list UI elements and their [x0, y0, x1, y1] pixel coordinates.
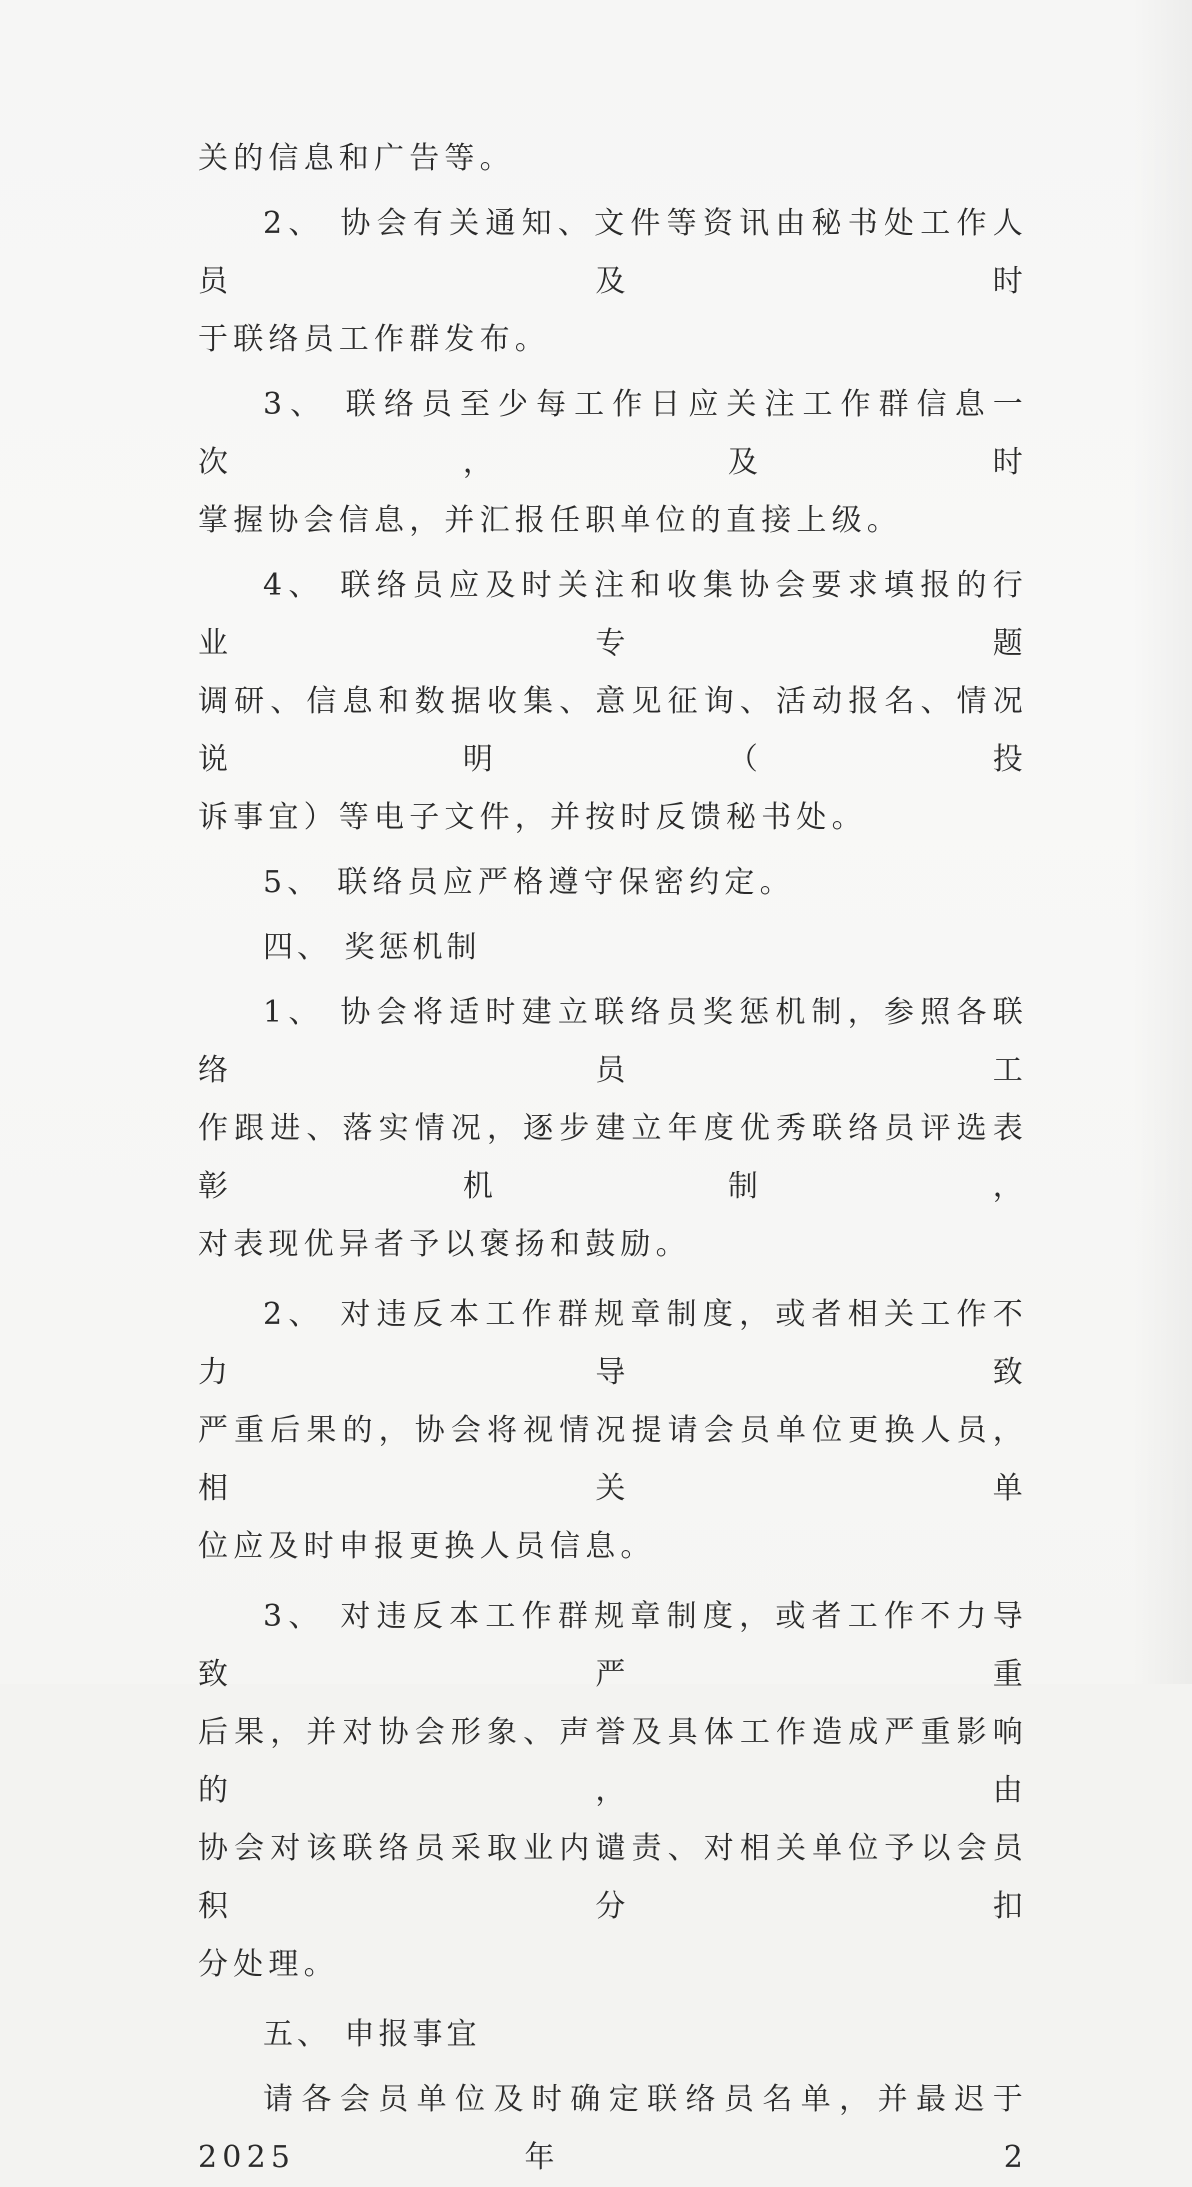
paragraph-line: 请各会员单位及时确定联络员名单，并最迟于 2025 年 2	[198, 2082, 1028, 2175]
section-heading-application: 五、 申报事宜	[263, 2017, 481, 2052]
paragraph-continuation: 关的信息和广告等。	[198, 141, 515, 176]
paragraph-line: 后果，并对协会形象、声誉及具体工作造成严重影响的，由	[198, 1715, 1028, 1808]
paragraph-line: 4、 联络员应及时关注和收集协会要求填报的行业专题	[198, 568, 1028, 661]
section-heading-rewards: 四、 奖惩机制	[263, 930, 481, 965]
paragraph-line: 位应及时申报更换人员信息。	[198, 1529, 656, 1564]
paragraph-line: 严重后果的，协会将视情况提请会员单位更换人员，相关单	[198, 1413, 1028, 1506]
paragraph-line: 于联络员工作群发布。	[198, 322, 550, 357]
paragraph-line: 调研、信息和数据收集、意见征询、活动报名、情况说明（投	[198, 684, 1028, 777]
paragraph-line: 3、 联络员至少每工作日应关注工作群信息一次，及时	[198, 387, 1028, 480]
paragraph-line: 协会对该联络员采取业内谴责、对相关单位予以会员积分扣	[198, 1831, 1028, 1924]
paragraph-line: 诉事宜）等电子文件，并按时反馈秘书处。	[198, 800, 867, 835]
paragraph-line: 对表现优异者予以褒扬和鼓励。	[198, 1227, 691, 1262]
paragraph-line: 5、 联络员应严格遵守保密约定。	[263, 865, 795, 900]
document-body	[198, 130, 1028, 2187]
paragraph-line: 1、 协会将适时建立联络员奖惩机制，参照各联络员工	[198, 995, 1028, 1088]
paragraph-line: 2、 对违反本工作群规章制度，或者相关工作不力导致	[198, 1297, 1028, 1390]
paragraph-line: 3、 对违反本工作群规章制度，或者工作不力导致严重	[198, 1599, 1028, 1692]
paragraph-line: 掌握协会信息，并汇报任职单位的直接上级。	[198, 503, 902, 538]
paragraph-line: 分处理。	[198, 1947, 339, 1982]
paragraph-line: 2、 协会有关通知、文件等资讯由秘书处工作人员及时	[198, 206, 1028, 299]
paragraph-line: 作跟进、落实情况，逐步建立年度优秀联络员评选表彰机制，	[198, 1111, 1028, 1204]
